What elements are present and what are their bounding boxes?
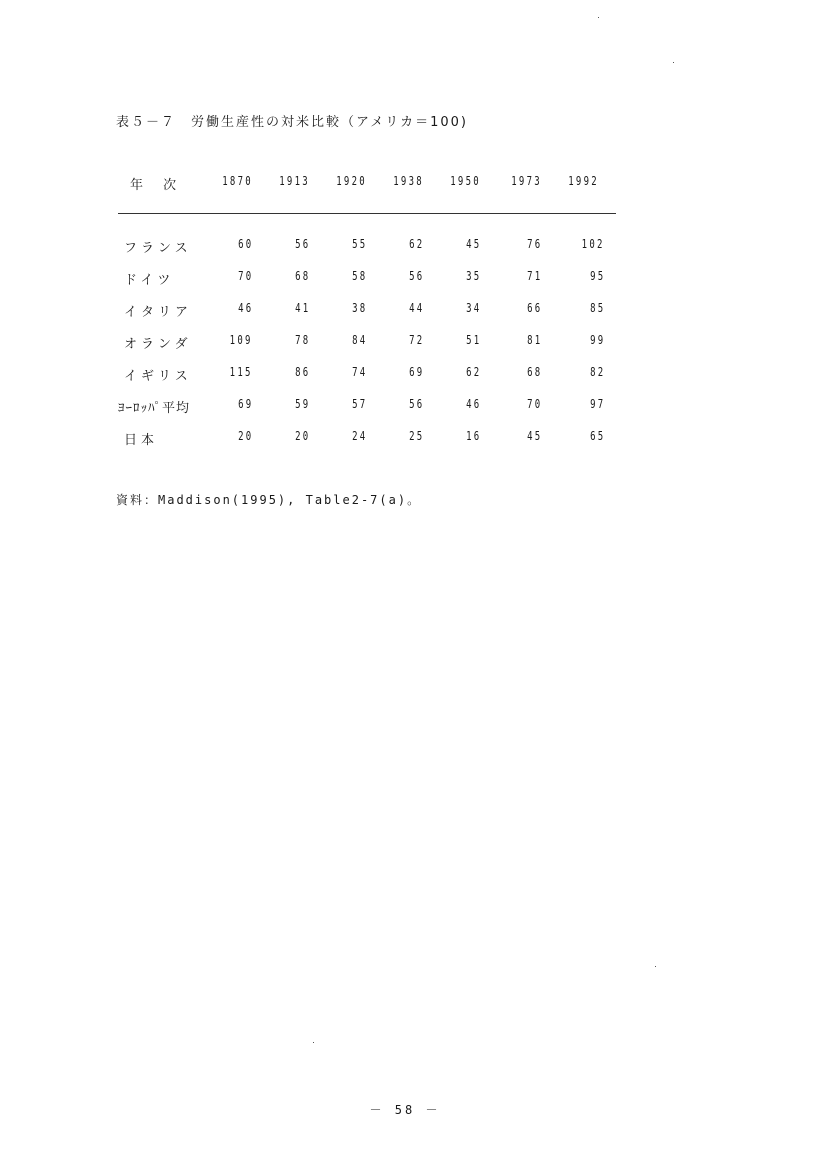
scan-speck	[655, 966, 656, 967]
table-cell: 20	[294, 429, 310, 443]
table-cell: 62	[465, 365, 481, 379]
row-label: イギリス	[124, 369, 192, 384]
table-cell: 20	[237, 429, 253, 443]
table-cell: 69	[408, 365, 424, 379]
row-label: 日本	[124, 433, 159, 448]
year-header: 1920	[336, 174, 367, 188]
table-cell: 38	[351, 301, 367, 315]
scan-speck	[313, 1042, 314, 1043]
table-cell: 70	[526, 397, 542, 411]
table-cell: 97	[589, 397, 605, 411]
table-cell: 102	[581, 237, 605, 251]
table-row	[0, 269, 827, 289]
table-cell: 109	[229, 333, 253, 347]
table-cell: 58	[351, 269, 367, 283]
table-cell: 44	[408, 301, 424, 315]
table-cell: 95	[589, 269, 605, 283]
source-note: 資料：Maddison(1995), Table2-7(a)。	[116, 493, 422, 507]
table-cell: 62	[408, 237, 424, 251]
table-title: 表５－７ 労働生産性の対米比較（アメリカ＝100)	[116, 115, 468, 130]
table-cell: 65	[589, 429, 605, 443]
table-cell: 24	[351, 429, 367, 443]
row-label: ﾖｰﾛｯﾊﾟ平均	[118, 401, 191, 416]
table-cell: 56	[294, 237, 310, 251]
year-header: 1870	[222, 174, 253, 188]
table-row	[0, 397, 827, 417]
table-cell: 45	[526, 429, 542, 443]
row-label: オランダ	[124, 337, 192, 352]
table-cell: 51	[465, 333, 481, 347]
table-header-row	[0, 174, 827, 194]
table-cell: 35	[465, 269, 481, 283]
table-cell: 99	[589, 333, 605, 347]
table-row	[0, 429, 827, 449]
table-cell: 71	[526, 269, 542, 283]
scan-speck	[598, 17, 599, 18]
table-cell: 56	[408, 397, 424, 411]
table-cell: 72	[408, 333, 424, 347]
table-row	[0, 237, 827, 257]
table-cell: 85	[589, 301, 605, 315]
table-cell: 69	[237, 397, 253, 411]
table-cell: 34	[465, 301, 481, 315]
table-cell: 68	[526, 365, 542, 379]
scan-speck	[673, 62, 674, 63]
table-cell: 115	[229, 365, 253, 379]
table-cell: 84	[351, 333, 367, 347]
table-cell: 45	[465, 237, 481, 251]
table-cell: 66	[526, 301, 542, 315]
year-header: 1973	[511, 174, 542, 188]
table-cell: 60	[237, 237, 253, 251]
header-label: 年 次	[130, 178, 185, 193]
table-cell: 81	[526, 333, 542, 347]
table-cell: 59	[294, 397, 310, 411]
table-cell: 82	[589, 365, 605, 379]
table-cell: 41	[294, 301, 310, 315]
table-cell: 86	[294, 365, 310, 379]
table-row	[0, 333, 827, 353]
table-cell: 78	[294, 333, 310, 347]
row-label: フランス	[124, 241, 192, 256]
year-header: 1992	[568, 174, 599, 188]
table-row	[0, 301, 827, 321]
year-header: 1913	[279, 174, 310, 188]
table-cell: 74	[351, 365, 367, 379]
header-rule	[118, 213, 616, 214]
table-cell: 76	[526, 237, 542, 251]
year-header: 1950	[450, 174, 481, 188]
year-header: 1938	[393, 174, 424, 188]
table-cell: 57	[351, 397, 367, 411]
table-cell: 25	[408, 429, 424, 443]
table-cell: 46	[237, 301, 253, 315]
table-cell: 68	[294, 269, 310, 283]
page-number: － 58 －	[369, 1103, 441, 1117]
table-cell: 46	[465, 397, 481, 411]
table-row	[0, 365, 827, 385]
table-cell: 55	[351, 237, 367, 251]
row-label: ドイツ	[124, 273, 175, 288]
table-cell: 56	[408, 269, 424, 283]
table-cell: 16	[465, 429, 481, 443]
row-label: イタリア	[124, 305, 193, 320]
table-cell: 70	[237, 269, 253, 283]
